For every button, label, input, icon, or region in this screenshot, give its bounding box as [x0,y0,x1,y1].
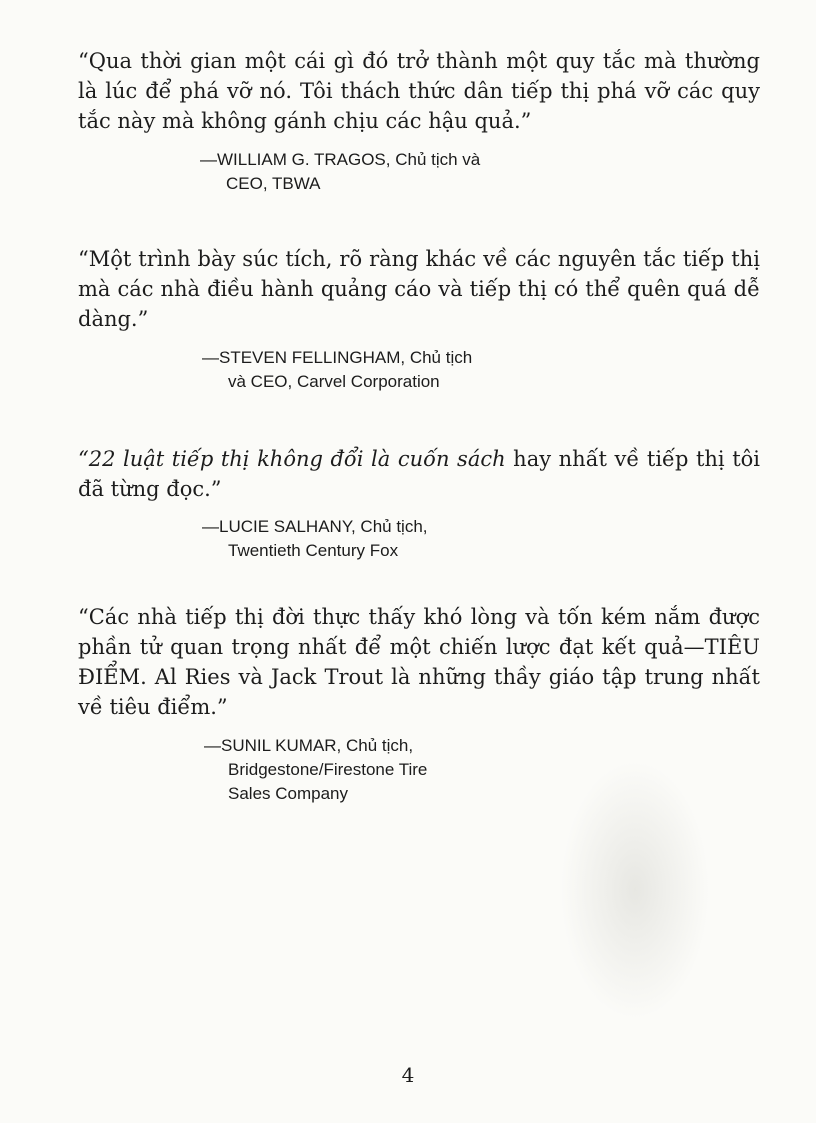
attribution-name: —WILLIAM G. TRAGOS, Chủ tịch và [200,150,481,169]
quote-fellingham: “Một trình bày súc tích, rõ ràng khác về các nguyên tắc tiếp thị mà các nhà điều hành quảng cáo và tiếp thị có thể quên quá dễ dàng.” [78,247,760,331]
quote-italic-part: “22 luật tiếp thị không đổi là cuốn sách [78,447,506,471]
attribution-company: Bridgestone/Firestone Tire [228,760,428,779]
attribution-title: Twentieth Century Fox [228,541,399,560]
attribution-title: CEO, TBWA [226,174,321,193]
show-through-blemish [560,760,710,1020]
attribution-kumar [204,734,427,806]
attribution-title: và CEO, Carvel Corporation [228,372,440,391]
attribution-tragos [200,148,480,196]
quote-tragos: “Qua thời gian một cái gì đó trở thành một quy tắc mà thường là lúc để phá vỡ nó. Tôi thách thức dân tiếp thị phá vỡ các quy tắc này mà không gánh chịu các hậu quả.” [78,49,760,133]
attribution-fellingham [202,346,472,394]
quote-salhany [78,444,760,504]
attribution-name: —STEVEN FELLINGHAM, Chủ tịch [202,348,473,367]
attribution-name: —LUCIE SALHANY, Chủ tịch, [202,517,428,536]
quote-rest-part: hay nhất về tiếp thị tôi đã từng đọc.” [78,447,760,501]
attribution-company-cont: Sales Company [228,784,349,803]
quote-kumar: “Các nhà tiếp thị đời thực thấy khó lòng và tốn kém nắm được phần tử quan trọng nhất để một chiến lược đạt kết quả—TIÊU ĐIỂM. Al Ries và Jack Trout là những thầy giáo tập trung nhất về tiêu điểm.” [78,605,760,719]
page-number: 4 [401,1063,415,1087]
attribution-salhany [202,515,428,563]
attribution-name: —SUNIL KUMAR, Chủ tịch, [204,736,414,755]
